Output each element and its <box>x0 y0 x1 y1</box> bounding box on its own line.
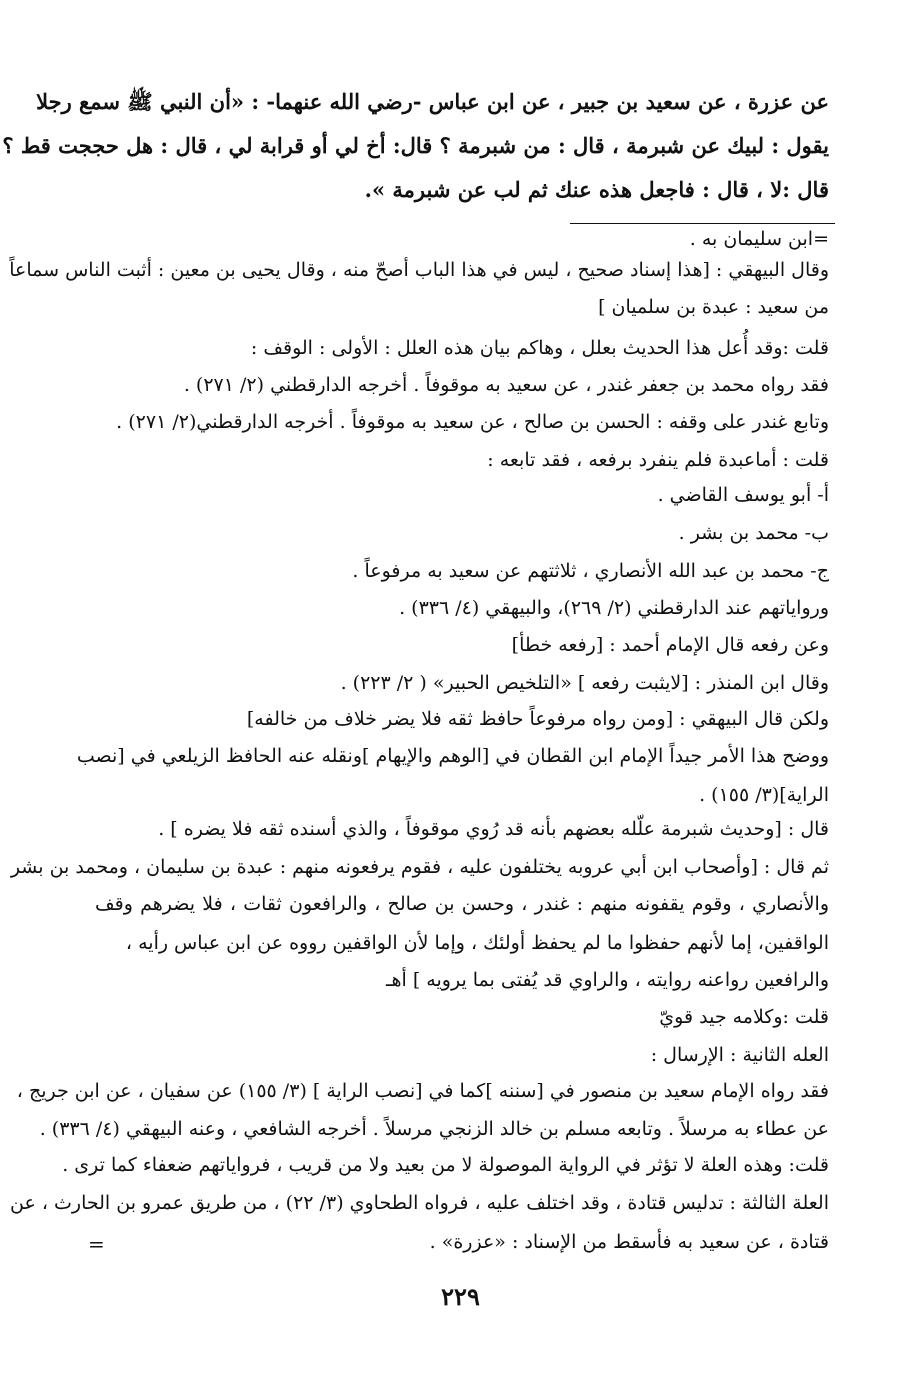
footnote-line: العلة الثالثة : تدليس قتادة ، وقد اختلف عليه ، فرواه الطحاوي (٣/ ٢٢) ، من طريق عمرو بن الحارث ، عن <box>10 1192 829 1214</box>
footnote-line: وقال البيهقي : [هذا إسناد صحيح ، ليس في هذا الباب أصحّ منه ، وقال يحيى بن معين : أثبت الناس سماعاً <box>9 259 829 281</box>
footnote-line: قال : [وحديث شبرمة علّله بعضهم بأنه قد رُوي موقوفاً ، والذي أسنده ثقه فلا يضره ] . <box>158 818 829 840</box>
footnote-line: قلت : أماعبدة فلم ينفرد برفعه ، فقد تابعه : <box>487 449 829 471</box>
footnote-line: قلت: وهذه العلة لا تؤثر في الرواية الموصولة لا من بعيد ولا من قريب ، فرواياتهم ضعفاء كما ترى . <box>62 1154 829 1176</box>
footnote-line: فقد رواه محمد بن جعفر غندر ، عن سعيد به موقوفاً . أخرجه الدارقطني (٢/ ٢٧١) . <box>183 374 829 396</box>
footnote-line: ولكن قال البيهقي : [ومن رواه مرفوعاً حافظ ثقه فلا يضر خلاف من خالفه] <box>246 708 829 730</box>
footnote-line: من سعيد : عبدة بن سلميان ] <box>598 296 829 318</box>
footnote-line: الراية](٣/ ١٥٥) . <box>699 784 829 806</box>
main-text-line: عن عزرة ، عن سعيد بن جبير ، عن ابن عباس -رضي الله عنهما- : «أن النبي ﷺ سمع رجلا <box>36 89 829 114</box>
footnote-separator <box>570 223 835 224</box>
footnote-line: والرافعين رواعنه روايته ، والراوي قد يُفتى بما يرويه ] أهـ <box>385 969 829 991</box>
page-number: ٢٢٩ <box>441 1282 480 1311</box>
footnote-line: أ- أبو يوسف القاضي . <box>657 484 829 506</box>
continuation-mark: = <box>88 1232 105 1256</box>
main-text-line: يقول : لبيك عن شبرمة ، قال : من شبرمة ؟ قال: أخ لي أو قرابة لي ، قال : هل حججت قط ؟ <box>2 133 829 158</box>
footnote-line: ووضح هذا الأمر جيداً الإمام ابن القطان في [الوهم والإيهام ]ونقله عنه الحافظ الزيلعي في [نصب <box>76 745 829 767</box>
footnote-line: وتابع غندر على وقفه : الحسن بن صالح ، عن سعيد به موقوفاً . أخرجه الدارقطني(٢/ ٢٧١) . <box>116 411 829 433</box>
footnote-line: قتادة ، عن سعيد به فأسقط من الإسناد : «عزرة» . <box>429 1231 829 1253</box>
footnote-line: ورواياتهم عند الدارقطني (٢/ ٢٦٩)، والبيهقي (٤/ ٣٣٦) . <box>399 597 829 619</box>
footnote-line: قلت :وكلامه جيد قويّ <box>659 1006 829 1028</box>
footnote-line: قلت :وقد أُعل هذا الحديث بعلل ، وهاكم بيان هذه العلل : الأولى : الوقف : <box>250 337 829 359</box>
footnote-line: العله الثانية : الإرسال : <box>650 1044 829 1066</box>
footnote-line: ج- محمد بن عبد الله الأنصاري ، ثلاثتهم عن سعيد به مرفوعاً . <box>352 560 829 582</box>
footnote-line: والأنصاري ، وقوم يقفونه منهم : غندر ، وحسن بن صالح ، والرافعون ثقات ، فلا يضرهم وقف <box>95 893 829 915</box>
footnote-line: عن عطاء به مرسلاً . وتابعه مسلم بن خالد الزنجي مرسلاً . أخرجه الشافعي ، وعنه البيهقي (٤/ ٣٣٦) . <box>39 1118 829 1140</box>
footnote-line: =ابن سليمان به . <box>689 228 829 250</box>
footnote-line: الواقفين، إما لأنهم حفظوا ما لم يحفظ أولئك ، وإما لأن الواقفين رووه عن ابن عباس رأيه ، <box>125 932 829 954</box>
main-text-line: قال :لا ، قال : فاجعل هذه عنك ثم لب عن شبرمة ». <box>364 177 829 202</box>
footnote-line: فقد رواه الإمام سعيد بن منصور في [سننه ]كما في [نصب الراية ] (٣/ ١٥٥) عن سفيان ، عن ابن جريج ، <box>16 1080 829 1102</box>
footnote-line: وعن رفعه قال الإمام أحمد : [رفعه خطأ] <box>511 634 829 656</box>
footnote-line: ثم قال : [وأصحاب ابن أبي عروبه يختلفون عليه ، فقوم يرفعونه منهم : عبدة بن سليمان ، ومحمد بن بشر <box>10 856 829 878</box>
footnote-line: ب- محمد بن بشر . <box>678 522 829 544</box>
footnote-line: وقال ابن المنذر : [لايثبت رفعه ] «التلخيص الحبير» ( ٢/ ٢٢٣) . <box>340 672 829 694</box>
